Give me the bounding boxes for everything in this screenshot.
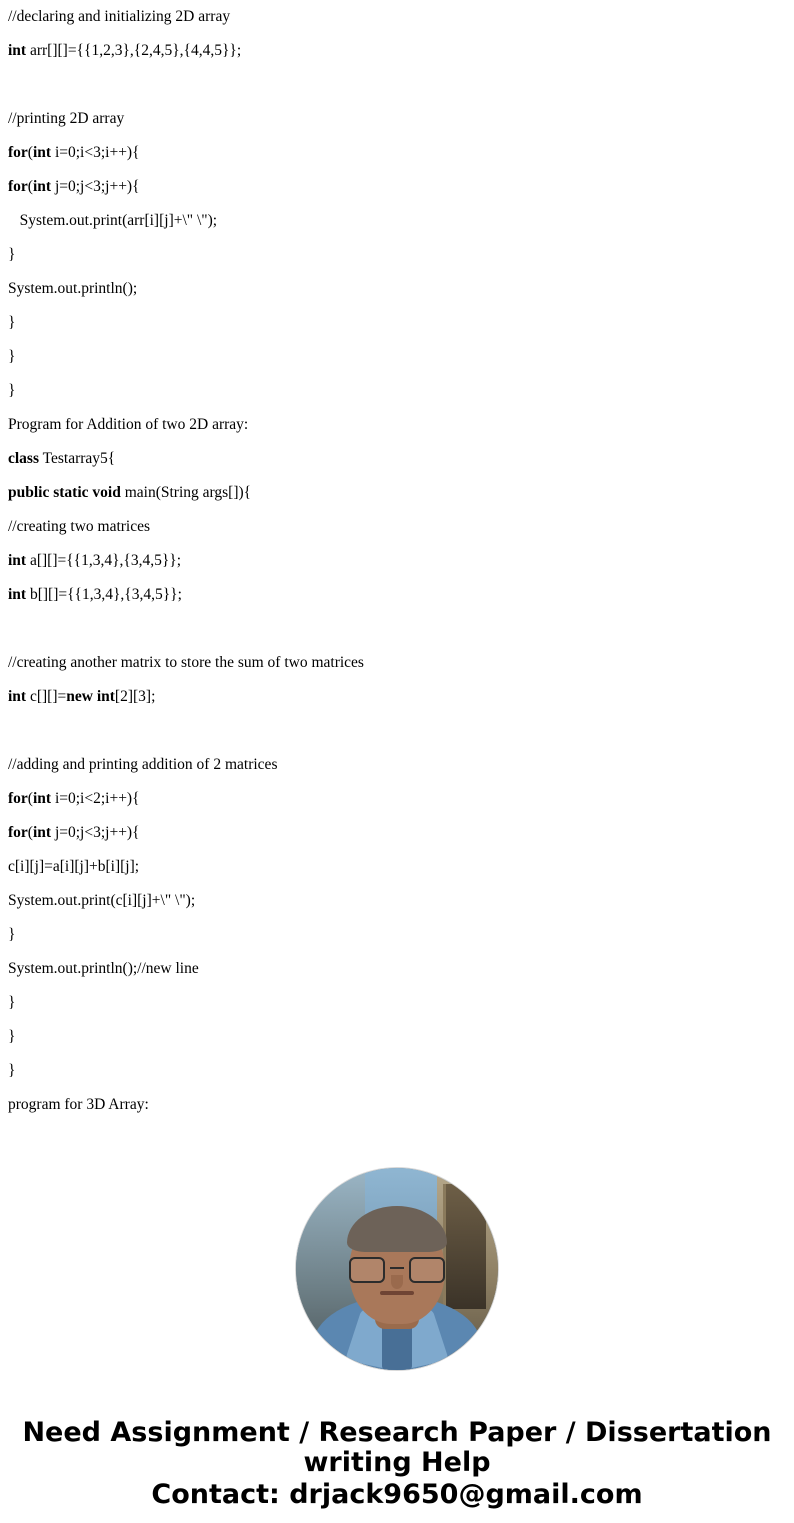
code-line	[8, 170, 786, 204]
portrait-photo-container	[0, 1168, 794, 1370]
code-text: }	[8, 1028, 16, 1045]
code-line	[8, 68, 786, 102]
code-line	[8, 918, 786, 952]
code-line	[8, 1054, 786, 1088]
code-keyword: for	[8, 144, 28, 161]
code-text: Testarray5{	[39, 450, 116, 467]
code-line	[8, 1088, 786, 1122]
code-text: }	[8, 314, 16, 331]
code-text: (	[27, 144, 33, 161]
code-line	[8, 306, 786, 340]
code-text: //creating two matrices	[8, 518, 151, 535]
code-keyword: new int	[66, 688, 115, 705]
code-text: b[][]={{1,3,4},{3,4,5}};	[26, 586, 182, 603]
code-keyword: int	[8, 552, 27, 569]
code-text: }	[8, 1062, 16, 1079]
code-text: }	[8, 994, 16, 1011]
code-line	[8, 476, 786, 510]
code-line	[8, 0, 786, 34]
code-line	[8, 1020, 786, 1054]
code-line	[8, 374, 786, 408]
code-line	[8, 102, 786, 136]
code-text: c[i][j]=a[i][j]+b[i][j];	[8, 858, 140, 875]
code-line	[8, 680, 786, 714]
code-line	[8, 646, 786, 680]
code-keyword: int	[32, 144, 52, 161]
code-line	[8, 408, 786, 442]
code-text: //declaring and initializing 2D array	[8, 8, 231, 25]
code-keyword: class	[8, 450, 39, 467]
code-line	[8, 884, 786, 918]
code-line	[8, 850, 786, 884]
portrait-photo	[296, 1168, 498, 1370]
code-text: c[][]=	[26, 688, 67, 705]
code-keyword: public static void	[8, 484, 121, 501]
code-line	[8, 442, 786, 476]
code-line	[8, 782, 786, 816]
code-text: }	[8, 348, 16, 365]
photo-background-door	[443, 1184, 486, 1309]
footer-advertisement	[0, 1418, 794, 1510]
code-text: j=0;j<3;j++){	[51, 824, 140, 841]
code-line	[8, 612, 786, 646]
code-line	[8, 204, 786, 238]
code-line	[8, 748, 786, 782]
code-text: System.out.println();//new line	[8, 960, 199, 977]
code-line	[8, 238, 786, 272]
code-text: System.out.print(c[i][j]+\" \");	[8, 892, 196, 909]
code-text: (	[27, 824, 33, 841]
code-line	[8, 34, 786, 68]
code-text: a[][]={{1,3,4},{3,4,5}};	[26, 552, 182, 569]
code-line	[8, 272, 786, 306]
code-text: main(String args[]){	[120, 484, 252, 501]
code-keyword: int	[8, 586, 27, 603]
code-line	[8, 578, 786, 612]
code-keyword: int	[8, 688, 27, 705]
photo-nose	[391, 1275, 403, 1289]
code-line	[8, 714, 786, 748]
code-line	[8, 340, 786, 374]
code-text: //creating another matrix to store the sum of two matrices	[8, 654, 364, 671]
code-keyword: int	[32, 178, 52, 195]
code-text: i=0;i<3;i++){	[51, 144, 140, 161]
code-text: //adding and printing addition of 2 matrices	[8, 756, 278, 773]
code-keyword: int	[32, 790, 52, 807]
code-text: }	[8, 382, 16, 399]
code-keyword: for	[8, 824, 28, 841]
photo-glasses-right-lens	[409, 1257, 445, 1283]
photo-glasses-left-lens	[349, 1257, 385, 1283]
footer-line-1: Need Assignment / Research Paper / Dissertation	[22, 1417, 772, 1448]
footer-line-2: writing Help	[303, 1447, 491, 1478]
code-text: (	[27, 790, 33, 807]
code-text: System.out.println();	[8, 280, 138, 297]
code-line	[8, 986, 786, 1020]
code-line	[8, 816, 786, 850]
code-text: }	[8, 246, 16, 263]
footer-contact-email: Contact: drjack9650@gmail.com	[151, 1479, 643, 1510]
code-keyword: for	[8, 790, 28, 807]
code-line	[8, 510, 786, 544]
code-text: arr[][]={{1,2,3},{2,4,5},{4,4,5}};	[26, 42, 242, 59]
code-text: j=0;j<3;j++){	[51, 178, 140, 195]
code-text: program for 3D Array:	[8, 1096, 149, 1113]
code-text: }	[8, 926, 16, 943]
code-text: [2][3];	[114, 688, 156, 705]
code-line	[8, 544, 786, 578]
photo-tie	[382, 1322, 412, 1370]
code-line	[8, 136, 786, 170]
code-text: i=0;i<2;i++){	[51, 790, 140, 807]
photo-mouth	[380, 1291, 414, 1295]
code-keyword: for	[8, 178, 28, 195]
photo-glasses-bridge	[390, 1267, 404, 1269]
code-text: (	[27, 178, 33, 195]
code-text: Program for Addition of two 2D array:	[8, 416, 249, 433]
code-text: //printing 2D array	[8, 110, 125, 127]
code-keyword: int	[32, 824, 52, 841]
code-keyword: int	[8, 42, 27, 59]
code-line	[8, 952, 786, 986]
code-text: System.out.print(arr[i][j]+\" \");	[8, 212, 218, 229]
